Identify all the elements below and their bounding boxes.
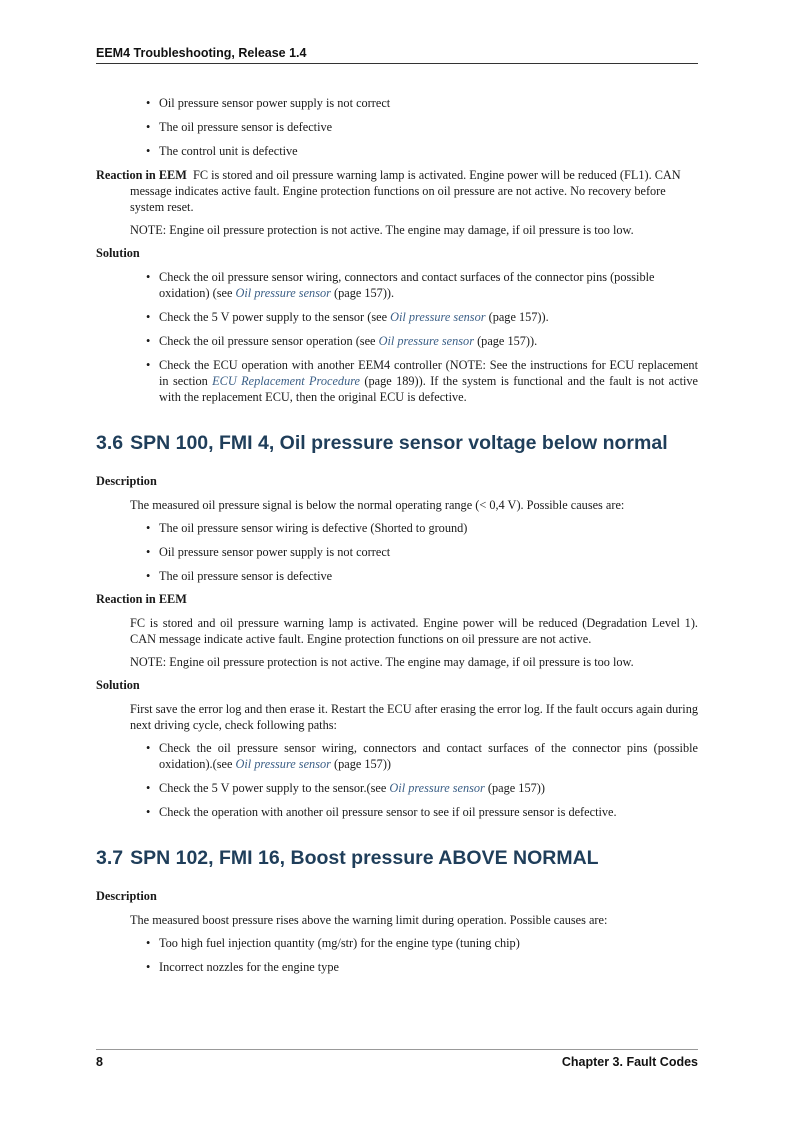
list-item: • The oil pressure sensor is defective [146,568,698,584]
oil-pressure-sensor-link[interactable]: Oil pressure sensor [378,334,474,348]
page-footer [96,1049,698,1069]
list-item: • Check the 5 V power supply to the sensor.(see Oil pressure sensor (page 157)) [146,780,698,796]
list-item: • Oil pressure sensor power supply is not correct [146,544,698,560]
top-causes-list [146,95,698,159]
list-item: • Check the oil pressure sensor wiring, connectors and contact surfaces of the connector pins (possible oxidation) (see Oil pressure sensor (page 157)). [146,269,698,301]
list-item: • Oil pressure sensor power supply is not correct [146,95,698,111]
oil-pressure-sensor-link[interactable]: Oil pressure sensor [235,286,331,300]
chapter-label: Chapter 3. Fault Codes [561,1055,698,1069]
s36-solutions-list [146,740,698,820]
reaction-term: Reaction in EEM [96,168,187,182]
list-item: • Check the 5 V power supply to the sensor (see Oil pressure sensor (page 157)). [146,309,698,325]
page-content [96,95,698,983]
page-header [96,44,698,64]
list-item: • Check the ECU operation with another EEM4 controller (NOTE: See the instructions for ECU replacement in section ECU Replacement Procedure (page 189)). If the system is functional and the fault is not active with the replacement ECU, then the original ECU is defective. [146,357,698,405]
reaction-block [96,167,698,215]
oil-pressure-sensor-link[interactable]: Oil pressure sensor [235,757,331,771]
list-item: • Check the operation with another oil pressure sensor to see if oil pressure sensor is defective. [146,804,698,820]
section-title: 3.7 SPN 102, FMI 16, Boost pressure ABOVE NORMAL [96,847,599,869]
solution-label: Solution [96,678,140,692]
description-text: The measured oil pressure signal is below the normal operating range (< 0,4 V). Possible causes are: [130,498,625,512]
list-item: • Check the oil pressure sensor operation (see Oil pressure sensor (page 157)). [146,333,698,349]
description-text: The measured boost pressure rises above the warning limit during operation. Possible causes are: [130,913,608,927]
list-item: • The oil pressure sensor is defective [146,119,698,135]
description-label: Description [96,889,157,903]
reaction-label: Reaction in EEM [96,592,187,606]
description-label: Description [96,474,157,488]
section-3-6-heading [96,431,698,455]
list-item: • Too high fuel injection quantity (mg/str) for the engine type (tuning chip) [146,935,698,951]
page-number: 8 [96,1055,103,1069]
section-title: 3.6 SPN 100, FMI 4, Oil pressure sensor voltage below normal [96,432,668,454]
reaction-text: FC is stored and oil pressure warning lamp is activated. Engine power will be reduced (FL1). CAN message indicates active fault. Engine protection functions on oil pressure are not active. No recovery before system reset. [130,168,681,214]
ecu-replacement-link[interactable]: ECU Replacement Procedure [212,374,361,388]
reaction-text: FC is stored and oil pressure warning lamp is activated. Engine power will be reduced (Degradation Level 1). CAN message indicate active fault. Engine protection functions on oil pressure are not active. [130,616,698,646]
reaction-paragraph [96,167,698,215]
list-item: • The oil pressure sensor wiring is defective (Shorted to ground) [146,520,698,536]
section-3-7-heading [96,846,698,870]
solution-label: Solution [96,246,140,260]
solution-intro: First save the error log and then erase it. Restart the ECU after erasing the error log. If the fault occurs again during next driving cycle, check following paths: [130,702,698,732]
top-note: NOTE: Engine oil pressure protection is not active. The engine may damage, if oil pressure is too low. [130,223,634,237]
s36-causes-list [146,520,698,584]
oil-pressure-sensor-link[interactable]: Oil pressure sensor [390,310,486,324]
list-item: • Check the oil pressure sensor wiring, connectors and contact surfaces of the connector pins (possible oxidation).(see Oil pressure sensor (page 157)) [146,740,698,772]
oil-pressure-sensor-link[interactable]: Oil pressure sensor [389,781,485,795]
top-solutions-list [146,269,698,405]
list-item: • Incorrect nozzles for the engine type [146,959,698,975]
list-item: • The control unit is defective [146,143,698,159]
note-text: NOTE: Engine oil pressure protection is not active. The engine may damage, if oil pressure is too low. [130,655,634,669]
header-title: EEM4 Troubleshooting, Release 1.4 [96,46,307,60]
s37-causes-list [146,935,698,975]
